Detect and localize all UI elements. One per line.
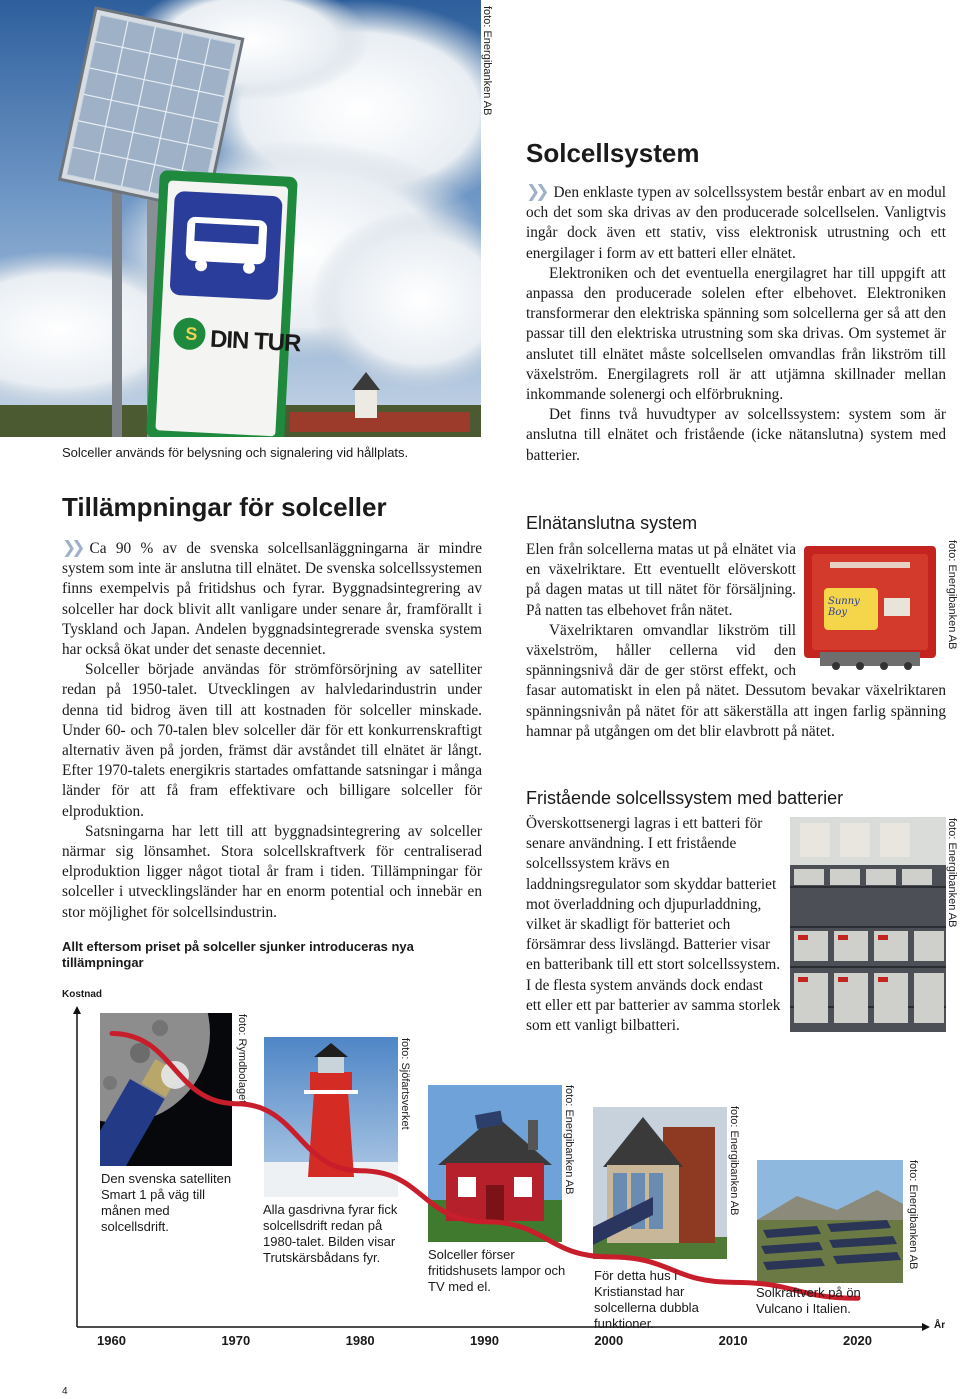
svg-text:S: S	[184, 323, 198, 345]
applications-paragraph: Satsningarna har lett till att byggnadsintegrering av solceller närmar sig lönsamhet. Stora solcellskraftverk för centraliserad elproduktion ligger något tiotal år fram i tiden. Tillämpningar för solceller i utvecklingsländer har en enorm potential och innebär en stor möjlighet för solcellsindustrin.	[62, 822, 482, 921]
house-photo-credit: foto: Energibanken AB	[563, 1085, 575, 1195]
y-axis-arrow-icon	[73, 1006, 81, 1014]
plant-photo-credit: foto: Energibanken AB	[907, 1160, 919, 1270]
year-label-1960: 1960	[97, 1333, 126, 1348]
building-caption: För detta hus i Kristianstad har solcellerna dubbla funktioner.	[594, 1268, 699, 1331]
solar-system-heading: Solcellsystem	[526, 138, 700, 168]
standalone-heading: Fristående solcellssystem med batterier	[526, 788, 844, 808]
solar-system-paragraph: ❯❯ Den enklaste typen av solcellssystem består enbart av en modul och det som ska drivas av den producerade solcellselen. Vanligtvis ingår dock även ett stativ, viss elektronisk utrustning och ett energilager i form av ett batteri eller elnätet.	[526, 182, 946, 262]
grid-paragraph: Elen från solcellerna matas ut på elnätet via en växelriktare. Ett eventuellt elöverskott på dagen matas ut till nätet för försäljning. På natten tas elbehovet från nätet.	[526, 541, 796, 619]
grid-paragraph: Växelriktaren omvandlar likström till växelström, håller cellerna vid den spänningsnivå där de ger störst effekt, och fasar automatiskt in elen på nätet. Dessutom bevakar växelriktaren spänningsnivån på nätet för att säkerställa att ingen farlig spänning hamnar på utgången om det blir elavbrott på nätet.	[526, 621, 946, 740]
sign-text: DIN TUR	[209, 325, 301, 358]
year-label-1980: 1980	[345, 1333, 375, 1348]
year-label-2000: 2000	[594, 1333, 624, 1348]
solar-system-paragraph: Elektroniken och det eventuella energilagret har till uppgift att anpassa den producerade solelen efter elbehovet. Elektroniken transformerar den elektriska spänning som solcellerna ger så att den passar till den elektriska utrustning som ska drivas. Om systemet är anslutet till elnätet måste solcellselen omvandlas från likström till växelström. Energilagrets roll är att utjämna skillnader mellan inkommande solenergi och elförbrukning.	[526, 264, 946, 404]
year-label-1990: 1990	[470, 1333, 499, 1348]
lighthouse-caption: Alla gasdrivna fyrar fick solcellsdrift redan på 1980-talet. Bilden visar Trutskärsbådans fyr.	[263, 1202, 398, 1265]
satellite-caption: Den svenska satelliten Smart 1 på väg till månen med solcellsdrift.	[101, 1171, 232, 1234]
house-caption: Solceller förser fritidshusets lampor och TV med el.	[428, 1247, 566, 1294]
grid-heading: Elnätanslutna system	[526, 513, 698, 533]
y-axis-label: Kostnad	[62, 989, 102, 1000]
plant-caption: Solkraftverk på ön Vulcano i Italien.	[756, 1285, 861, 1316]
solar-system-paragraph: Det finns två huvudtyper av solcellssystem: system som är anslutna till elnätet och fristående (icke nätanslutna) system med batterier.	[526, 406, 946, 464]
applications-heading: Tillämpningar för solceller	[62, 492, 387, 522]
busstop-caption: Solceller används för belysning och signalering vid hållplats.	[62, 445, 409, 460]
applications-paragraph: Solceller började användas för strömförsörjning av satelliter redan på 1950-talet. Utvecklingen av halvledarindustrin under denna tid bidrog även till att kostnaden för solceller minskade. Under 60- och 70-talen blev solceller där för ett konkurrenskraftigt alternativ även på jorden, främst där avståndet till elnätet är långt. Efter 1970-talets energikris startades omfattande satsningar i många länder för att få fram effektivare och billigare solceller för elproduktion.	[62, 661, 482, 820]
x-axis-label: År	[934, 1320, 946, 1331]
chevron-icon: ❯❯	[62, 538, 81, 558]
satellite-photo-credit: foto: Rymdbolaget	[236, 1014, 248, 1104]
battery-photo-credit: foto: Energibanken AB	[946, 818, 958, 928]
year-label-2010: 2010	[718, 1333, 748, 1348]
lighthouse-photo-credit: foto: Sjöfartsverket	[399, 1038, 411, 1130]
chart-title: Allt eftersom priset på solceller sjunker introduceras nya tillämpningar	[62, 939, 414, 970]
chevron-icon: ❯❯	[526, 182, 545, 202]
year-label-2020: 2020	[843, 1333, 872, 1348]
x-axis-arrow-icon	[922, 1323, 930, 1331]
inverter-photo-credit: foto: Energibanken AB	[946, 540, 958, 650]
standalone-paragraph: Överskottsenergi lagras i ett batteri för senare användning. I ett fristående solcellssystem krävs en laddningsregulator som skyddar batteriet mot överladdning och djupurladdning, vilket är skadligt för batteriet och försämrar dess livslängd. Batterier visar en batteribank till ett stort solcellssystem. I de flesta system används dock endast ett eller ett par batterier av samma storlek som ett vanligt bilbatteri.	[526, 815, 781, 1035]
year-label-1970: 1970	[221, 1333, 251, 1348]
applications-paragraph: ❯❯ Ca 90 % av de svenska solcellsanläggningarna är mindre system som inte är anslutna till elnätet. De svenska solcellssystemen finns exempelvis på fritidshus och fyrar. Byggnadsintegrering av solceller har dock blivit allt vanligare under senare år, framförallt i Tyskland och Japan. Andelen byggnadsintegrerade svenska system har också ökat under det senaste decenniet.	[62, 538, 482, 659]
building-photo-credit: foto: Energibanken AB	[728, 1106, 740, 1216]
busstop-photo-credit: foto: Energibanken AB	[481, 6, 493, 116]
inverter-brand: Sunny Boy	[828, 596, 860, 618]
page-number: 4	[62, 1386, 68, 1397]
